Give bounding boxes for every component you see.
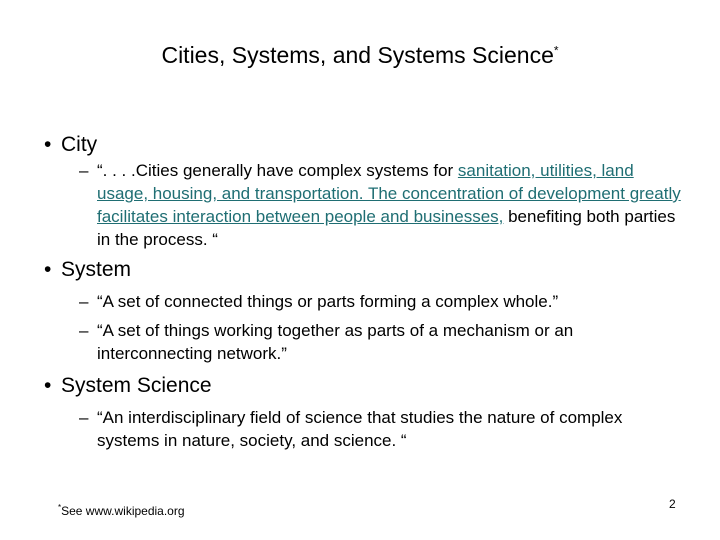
slide-title xyxy=(0,40,720,70)
sub-dash: – xyxy=(79,321,89,340)
bullet-system-science xyxy=(44,373,212,399)
slide-title-text: Cities, Systems, and Systems Science xyxy=(161,42,554,68)
sub-dash: – xyxy=(79,292,89,311)
bullet-system xyxy=(44,257,131,283)
title-footnote-marker: * xyxy=(553,43,559,58)
bullet-system-science-heading: System Science xyxy=(61,374,212,397)
city-quote-close: benefiting both parties in the process. “ xyxy=(97,207,676,249)
bullet-city xyxy=(44,132,97,158)
sub-dash: – xyxy=(79,408,89,427)
city-definition xyxy=(79,159,689,251)
city-quote-open: “. . . .Cities generally have complex systems for xyxy=(97,161,458,180)
system-definition-2-text: “A set of things working together as parts of a mechanism or an interconnecting network.” xyxy=(97,321,574,363)
system-definition-2 xyxy=(79,319,689,365)
system-definition-1-text: “A set of connected things or parts forming a complex whole.” xyxy=(97,292,559,311)
city-definition-text xyxy=(79,159,689,251)
sub-dash: – xyxy=(79,161,89,180)
system-definition-1 xyxy=(79,290,689,313)
bullet-dot: • xyxy=(44,374,52,397)
bullet-system-heading: System xyxy=(61,258,132,281)
system-science-definition-text: “An interdisciplinary field of science that studies the nature of complex systems in nature, society, and science. “ xyxy=(97,408,623,450)
bullet-dot: • xyxy=(44,133,52,156)
footnote xyxy=(58,503,185,519)
system-science-definition xyxy=(79,406,689,452)
bullet-dot: • xyxy=(44,258,52,281)
bullet-city-heading: City xyxy=(61,133,98,156)
city-definition-link[interactable]: sanitation, utilities, land usage, housing, and transportation. The concentration of development greatly facilitates interaction between people and businesses, xyxy=(97,161,681,226)
footnote-marker: * xyxy=(58,503,62,512)
footnote-text: See www.wikipedia.org xyxy=(61,504,185,518)
page-number: 2 xyxy=(669,497,676,511)
